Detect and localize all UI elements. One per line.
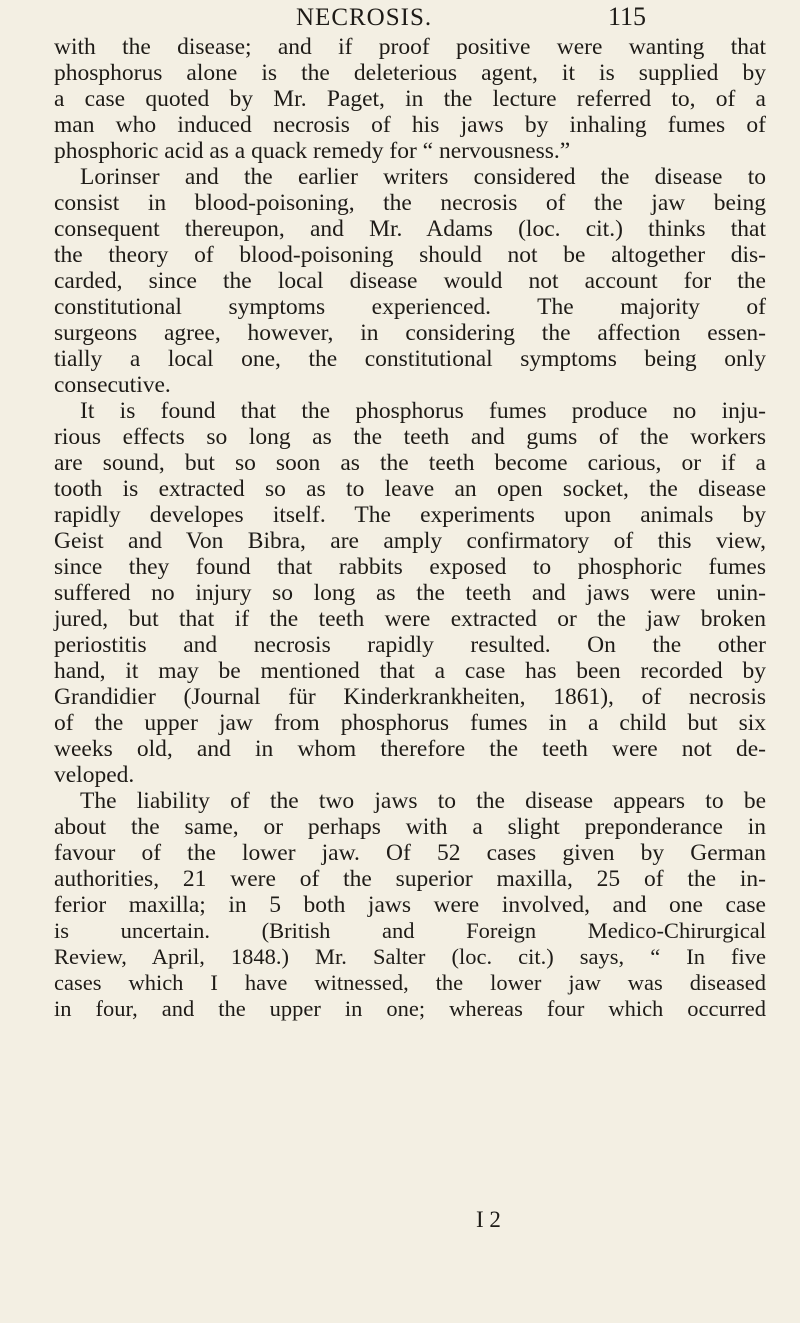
text-line: a case quoted by Mr. Paget, in the lecture referred to, of a [54,86,766,112]
text-line: cases which I have witnessed, the lower jaw was diseased [54,970,766,995]
text-line: phosphorus alone is the deleterious agent, it is supplied by [54,60,766,86]
text-line: in four, and the upper in one; whereas four which occurred [54,996,766,1021]
text-line: tooth is extracted so as to leave an open socket, the disease [54,476,766,502]
text-line: of the upper jaw from phosphorus fumes in a child but six [54,710,766,736]
text-line: man who induced necrosis of his jaws by inhaling fumes of [54,112,766,138]
text-line: It is found that the phosphorus fumes produce no inju- [80,398,766,424]
text-line: rious effects so long as the teeth and gums of the workers [54,424,766,450]
text-line: surgeons agree, however, in considering the affection essen- [54,320,766,346]
text-line: since they found that rabbits exposed to phosphoric fumes [54,554,766,580]
text-line: veloped. [54,762,135,788]
text-line: about the same, or perhaps with a slight preponderance in [54,814,766,840]
text-line: ferior maxilla; in 5 both jaws were involved, and one case [54,892,766,918]
text-line: suffered no injury so long as the teeth and jaws were unin- [54,580,766,606]
text-line: Grandidier (Journal für Kinderkrankheiten, 1861), of necrosis [54,684,766,710]
text-line: Lorinser and the earlier writers considered the disease to [80,164,766,190]
running-head [0,2,800,36]
running-title: NECROSIS. [296,4,433,31]
text-line: carded, since the local disease would not account for the [54,268,766,294]
text-line: periostitis and necrosis rapidly resulted. On the other [54,632,766,658]
text-line: The liability of the two jaws to the disease appears to be [80,788,766,814]
text-line: constitutional symptoms experienced. The majority of [54,294,766,320]
text-line: hand, it may be mentioned that a case has been recorded by [54,658,766,684]
text-line: phosphoric acid as a quack remedy for “ nervousness.” [54,138,571,164]
text-line: jured, but that if the teeth were extracted or the jaw broken [54,606,766,632]
text-line: Review, April, 1848.) Mr. Salter (loc. cit.) says, “ In five [54,944,766,969]
text-line: are sound, but so soon as the teeth become carious, or if a [54,450,766,476]
text-line: consequent thereupon, and Mr. Adams (loc. cit.) thinks that [54,216,766,242]
text-line: weeks old, and in whom therefore the teeth were not de- [54,736,766,762]
body-text [54,34,766,1022]
text-line: favour of the lower jaw. Of 52 cases given by German [54,840,766,866]
page-number: 115 [608,2,647,31]
text-line: consist in blood-poisoning, the necrosis of the jaw being [54,190,766,216]
text-line: the theory of blood-poisoning should not be altogether dis- [54,242,766,268]
signature-mark: I 2 [476,1207,501,1232]
text-line: is uncertain. (British and Foreign Medico-Chirurgical [54,918,766,943]
text-line: rapidly developes itself. The experiments upon animals by [54,502,766,528]
text-line: authorities, 21 were of the superior maxilla, 25 of the in- [54,866,766,892]
text-line: with the disease; and if proof positive were wanting that [54,34,766,60]
text-line: tially a local one, the constitutional symptoms being only [54,346,766,372]
text-line: consecutive. [54,372,171,398]
text-line: Geist and Von Bibra, are amply confirmatory of this view, [54,528,766,554]
